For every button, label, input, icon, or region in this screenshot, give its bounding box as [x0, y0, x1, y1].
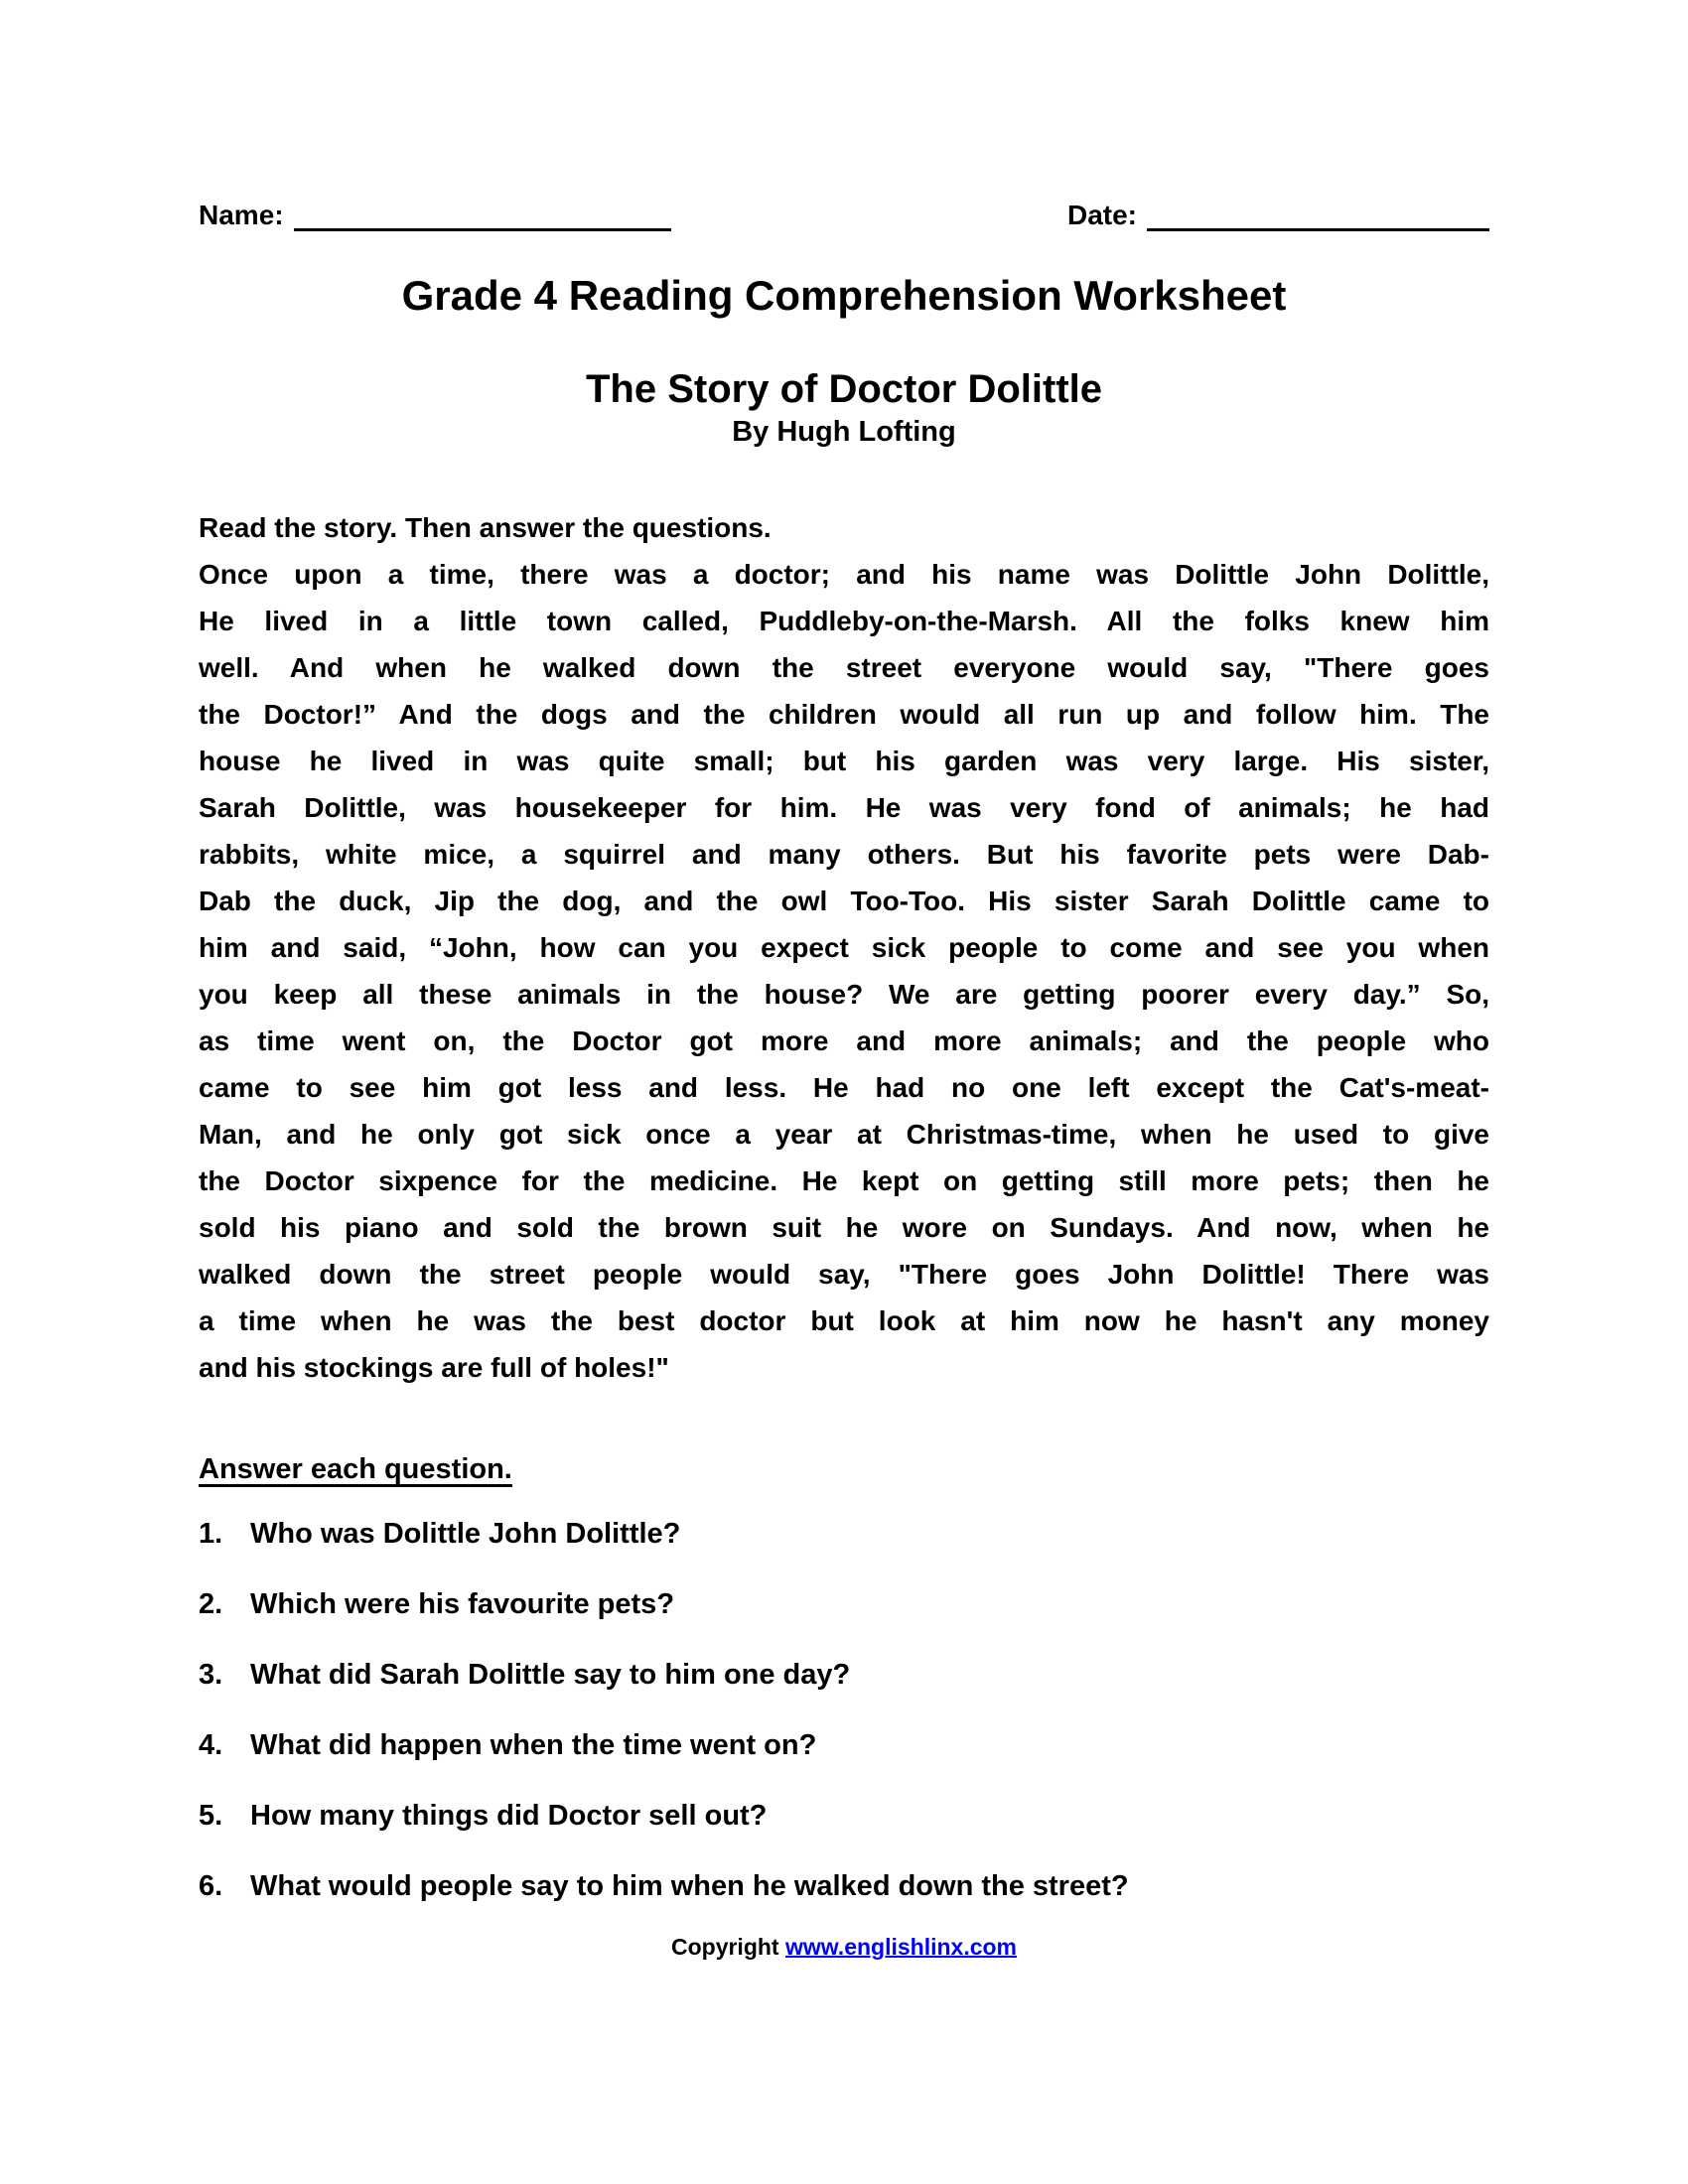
- story-line: He lived in a little town called, Puddleby-on-the-Marsh. All the folks knew him: [199, 606, 1489, 637]
- date-label: Date:: [1066, 200, 1137, 230]
- questions-list: [199, 1511, 1489, 1910]
- question-number: 1.: [199, 1518, 223, 1551]
- question-number: 5.: [199, 1800, 223, 1833]
- question-item: [199, 1511, 1489, 1558]
- copyright-link[interactable]: www.englishlinx.com: [784, 1934, 1018, 1961]
- worksheet-content: [199, 0, 1489, 1961]
- story-line: sold his piano and sold the brown suit he wore on Sundays. And now, when he: [199, 1212, 1489, 1244]
- question-text: What did happen when the time went on?: [250, 1729, 817, 1762]
- question-number: 4.: [199, 1729, 223, 1762]
- story-line: walked down the street people would say, "There goes John Dolittle! There was: [199, 1259, 1489, 1291]
- story-line: Dab the duck, Jip the dog, and the owl Too-Too. His sister Sarah Dolittle came to: [199, 886, 1489, 917]
- story-line: Once upon a time, there was a doctor; and his name was Dolittle John Dolittle,: [199, 559, 1489, 591]
- story-paragraph: [199, 551, 1489, 1391]
- story-title: The Story of Doctor Dolittle: [586, 367, 1102, 412]
- copyright-label: Copyright: [670, 1934, 779, 1961]
- story-line: a time when he was the best doctor but look at him now he hasn't any money: [199, 1305, 1489, 1337]
- question-item: [199, 1581, 1489, 1628]
- date-field-group: [1067, 199, 1489, 231]
- story-line: as time went on, the Doctor got more and more animals; and the people who: [199, 1025, 1489, 1057]
- question-text: Which were his favourite pets?: [250, 1588, 675, 1621]
- date-blank-line: [1147, 199, 1489, 231]
- story-line: rabbits, white mice, a squirrel and many others. But his favorite pets were Dab-: [199, 839, 1489, 871]
- story-line: house he lived in was quite small; but his garden was very large. His sister,: [199, 746, 1489, 777]
- question-text: How many things did Doctor sell out?: [250, 1800, 768, 1833]
- question-text: What would people say to him when he walked down the street?: [250, 1870, 1129, 1903]
- question-text: Who was Dolittle John Dolittle?: [250, 1518, 681, 1551]
- questions-section: [199, 1391, 1489, 1910]
- question-item: [199, 1722, 1489, 1769]
- story-line: Sarah Dolittle, was housekeeper for him. He was very fond of animals; he had: [199, 792, 1489, 824]
- question-number: 3.: [199, 1659, 223, 1692]
- story-line: and his stockings are full of holes!": [199, 1352, 669, 1384]
- question-item: [199, 1652, 1489, 1699]
- name-label: Name:: [199, 200, 284, 230]
- questions-heading: Answer each question.: [199, 1453, 512, 1486]
- story-byline: By Hugh Lofting: [732, 416, 956, 449]
- question-number: 6.: [199, 1870, 223, 1903]
- footer: [199, 1934, 1489, 1961]
- header-row: [199, 0, 1489, 231]
- question-number: 2.: [199, 1588, 223, 1621]
- story-instructions: Read the story. Then answer the questions.: [199, 512, 772, 544]
- story-line: Man, and he only got sick once a year at Christmas-time, when he used to give: [199, 1119, 1489, 1151]
- page-title: Grade 4 Reading Comprehension Worksheet: [401, 272, 1287, 319]
- story-line: the Doctor!” And the dogs and the children would all run up and follow him. The: [199, 699, 1489, 731]
- story-line: the Doctor sixpence for the medicine. He kept on getting still more pets; then he: [199, 1165, 1489, 1197]
- name-field-group: [199, 199, 671, 231]
- story-line: you keep all these animals in the house? We are getting poorer every day.” So,: [199, 979, 1489, 1011]
- question-item: [199, 1863, 1489, 1910]
- question-text: What did Sarah Dolittle say to him one day?: [250, 1659, 851, 1692]
- name-blank-line: [294, 199, 671, 231]
- story-line: him and said, “John, how can you expect sick people to come and see you when: [199, 932, 1489, 964]
- question-item: [199, 1793, 1489, 1840]
- story-line: came to see him got less and less. He had no one left except the Cat's-meat-: [199, 1072, 1489, 1104]
- story-line: well. And when he walked down the street everyone would say, "There goes: [199, 652, 1489, 684]
